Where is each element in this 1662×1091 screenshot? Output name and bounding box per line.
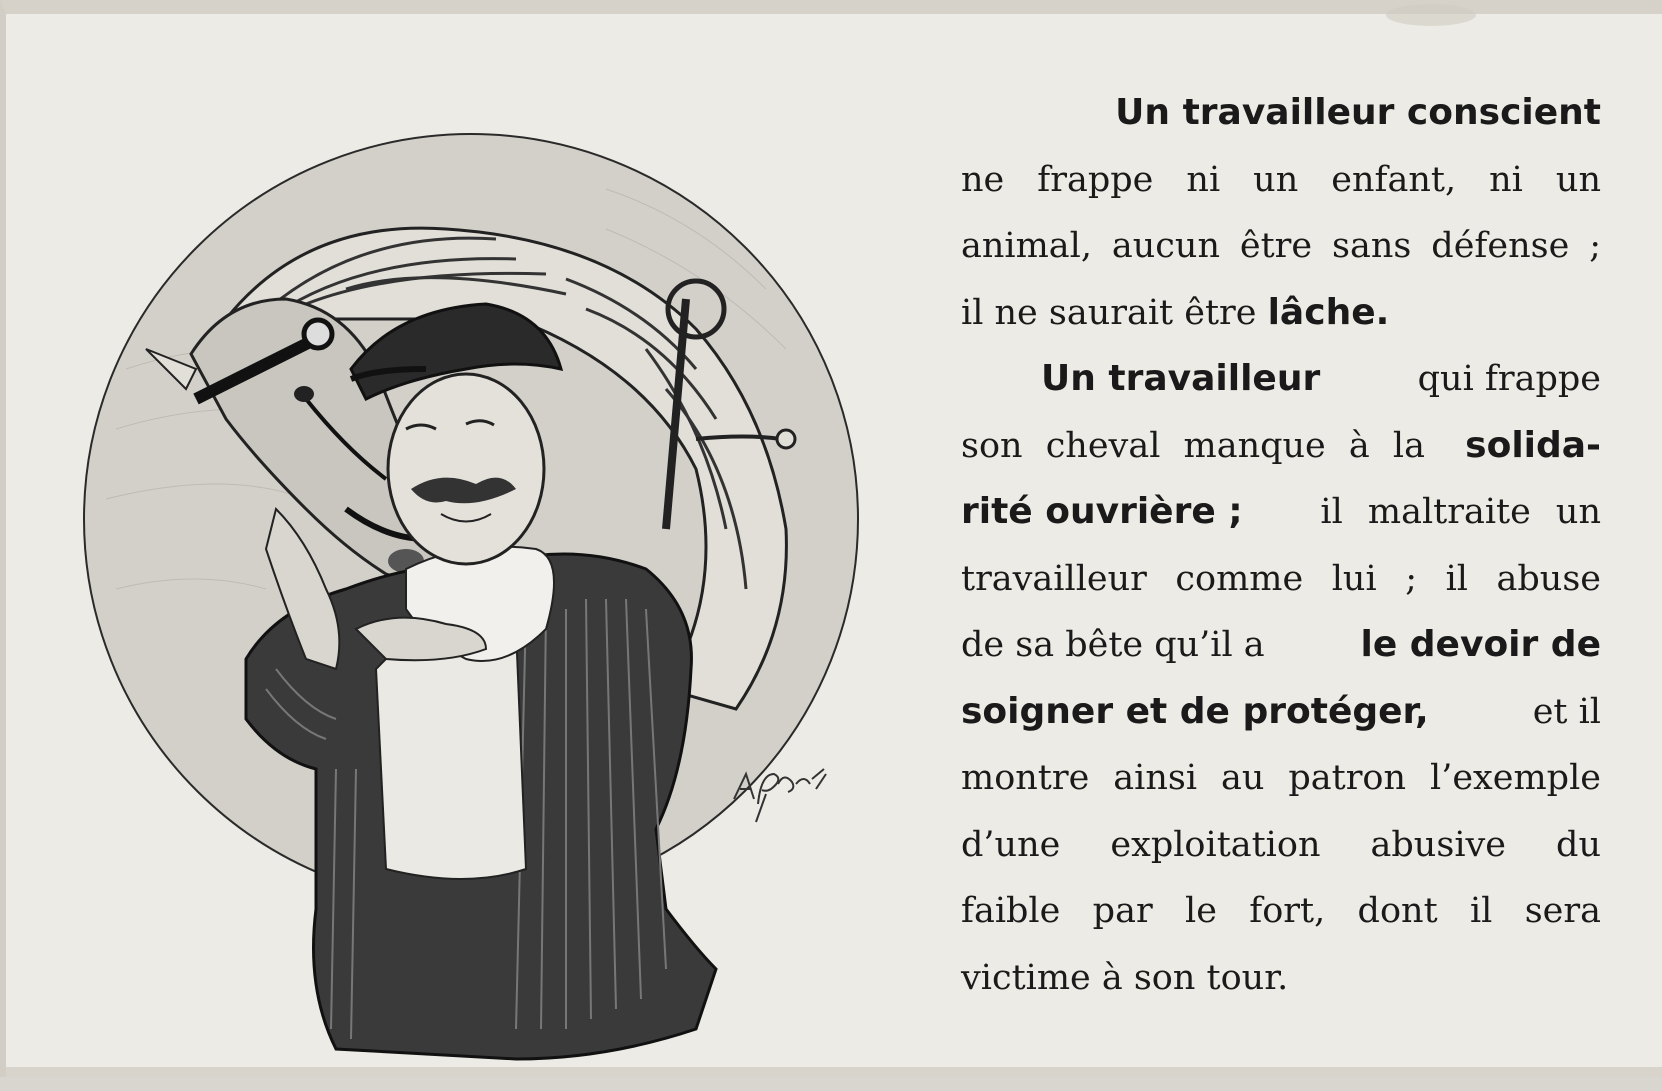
man-face — [388, 374, 544, 564]
text-span: victime à son tour. — [961, 957, 1289, 998]
text-line-4 — [961, 280, 1601, 347]
artist-signature-icon — [726, 744, 836, 824]
text-span: et il — [1521, 691, 1601, 732]
horse-eye — [294, 386, 314, 402]
text-span: son cheval manque à la — [961, 425, 1449, 466]
text-span: animal, aucun être sans défense ; — [961, 226, 1601, 266]
man-with-horse-illustration — [46, 69, 926, 1091]
text-span: ne frappe ni un enfant, ni un — [961, 159, 1601, 200]
text-line-10 — [961, 679, 1601, 746]
text-line-9 — [961, 612, 1601, 679]
text-line-2 — [961, 147, 1601, 214]
text-line-5 — [961, 346, 1601, 413]
bold-phrase: solida- — [1465, 424, 1601, 466]
bridle-ring — [304, 320, 332, 348]
text-line-14 — [961, 945, 1601, 1012]
text-span: montre ainsi au patron l’exemple — [961, 758, 1601, 798]
text-line-7 — [961, 479, 1601, 546]
text-span: il maltraite un — [1295, 492, 1601, 532]
text-line-13 — [961, 878, 1601, 945]
text-line-11 — [961, 745, 1601, 812]
text-line-8 — [961, 546, 1601, 613]
text-span: d’une exploitation abusive du — [961, 824, 1601, 865]
paper-stain — [1386, 4, 1476, 26]
bold-phrase: soigner et de protéger, — [961, 690, 1429, 732]
bold-phrase: rité ouvrière ; — [961, 491, 1243, 532]
bold-phrase: Un travailleur conscient — [1115, 92, 1601, 133]
text-span: travailleur comme lui ; il abuse — [961, 558, 1601, 599]
bold-phrase: Un travailleur — [1041, 358, 1321, 399]
text-block — [961, 80, 1601, 1011]
text-span: qui frappe — [1406, 359, 1601, 399]
text-span: de sa bête qu’il a — [961, 625, 1276, 665]
harness-buckle — [777, 430, 795, 448]
text-line-1 — [961, 80, 1601, 147]
text-line-3 — [961, 213, 1601, 280]
text-span: faible par le fort, dont il sera — [961, 891, 1601, 931]
text-line-12 — [961, 812, 1601, 879]
text-span: il ne saurait être — [961, 292, 1268, 333]
text-line-6 — [961, 413, 1601, 480]
bold-phrase: le devoir de — [1360, 624, 1601, 665]
bold-phrase: lâche. — [1267, 291, 1390, 333]
